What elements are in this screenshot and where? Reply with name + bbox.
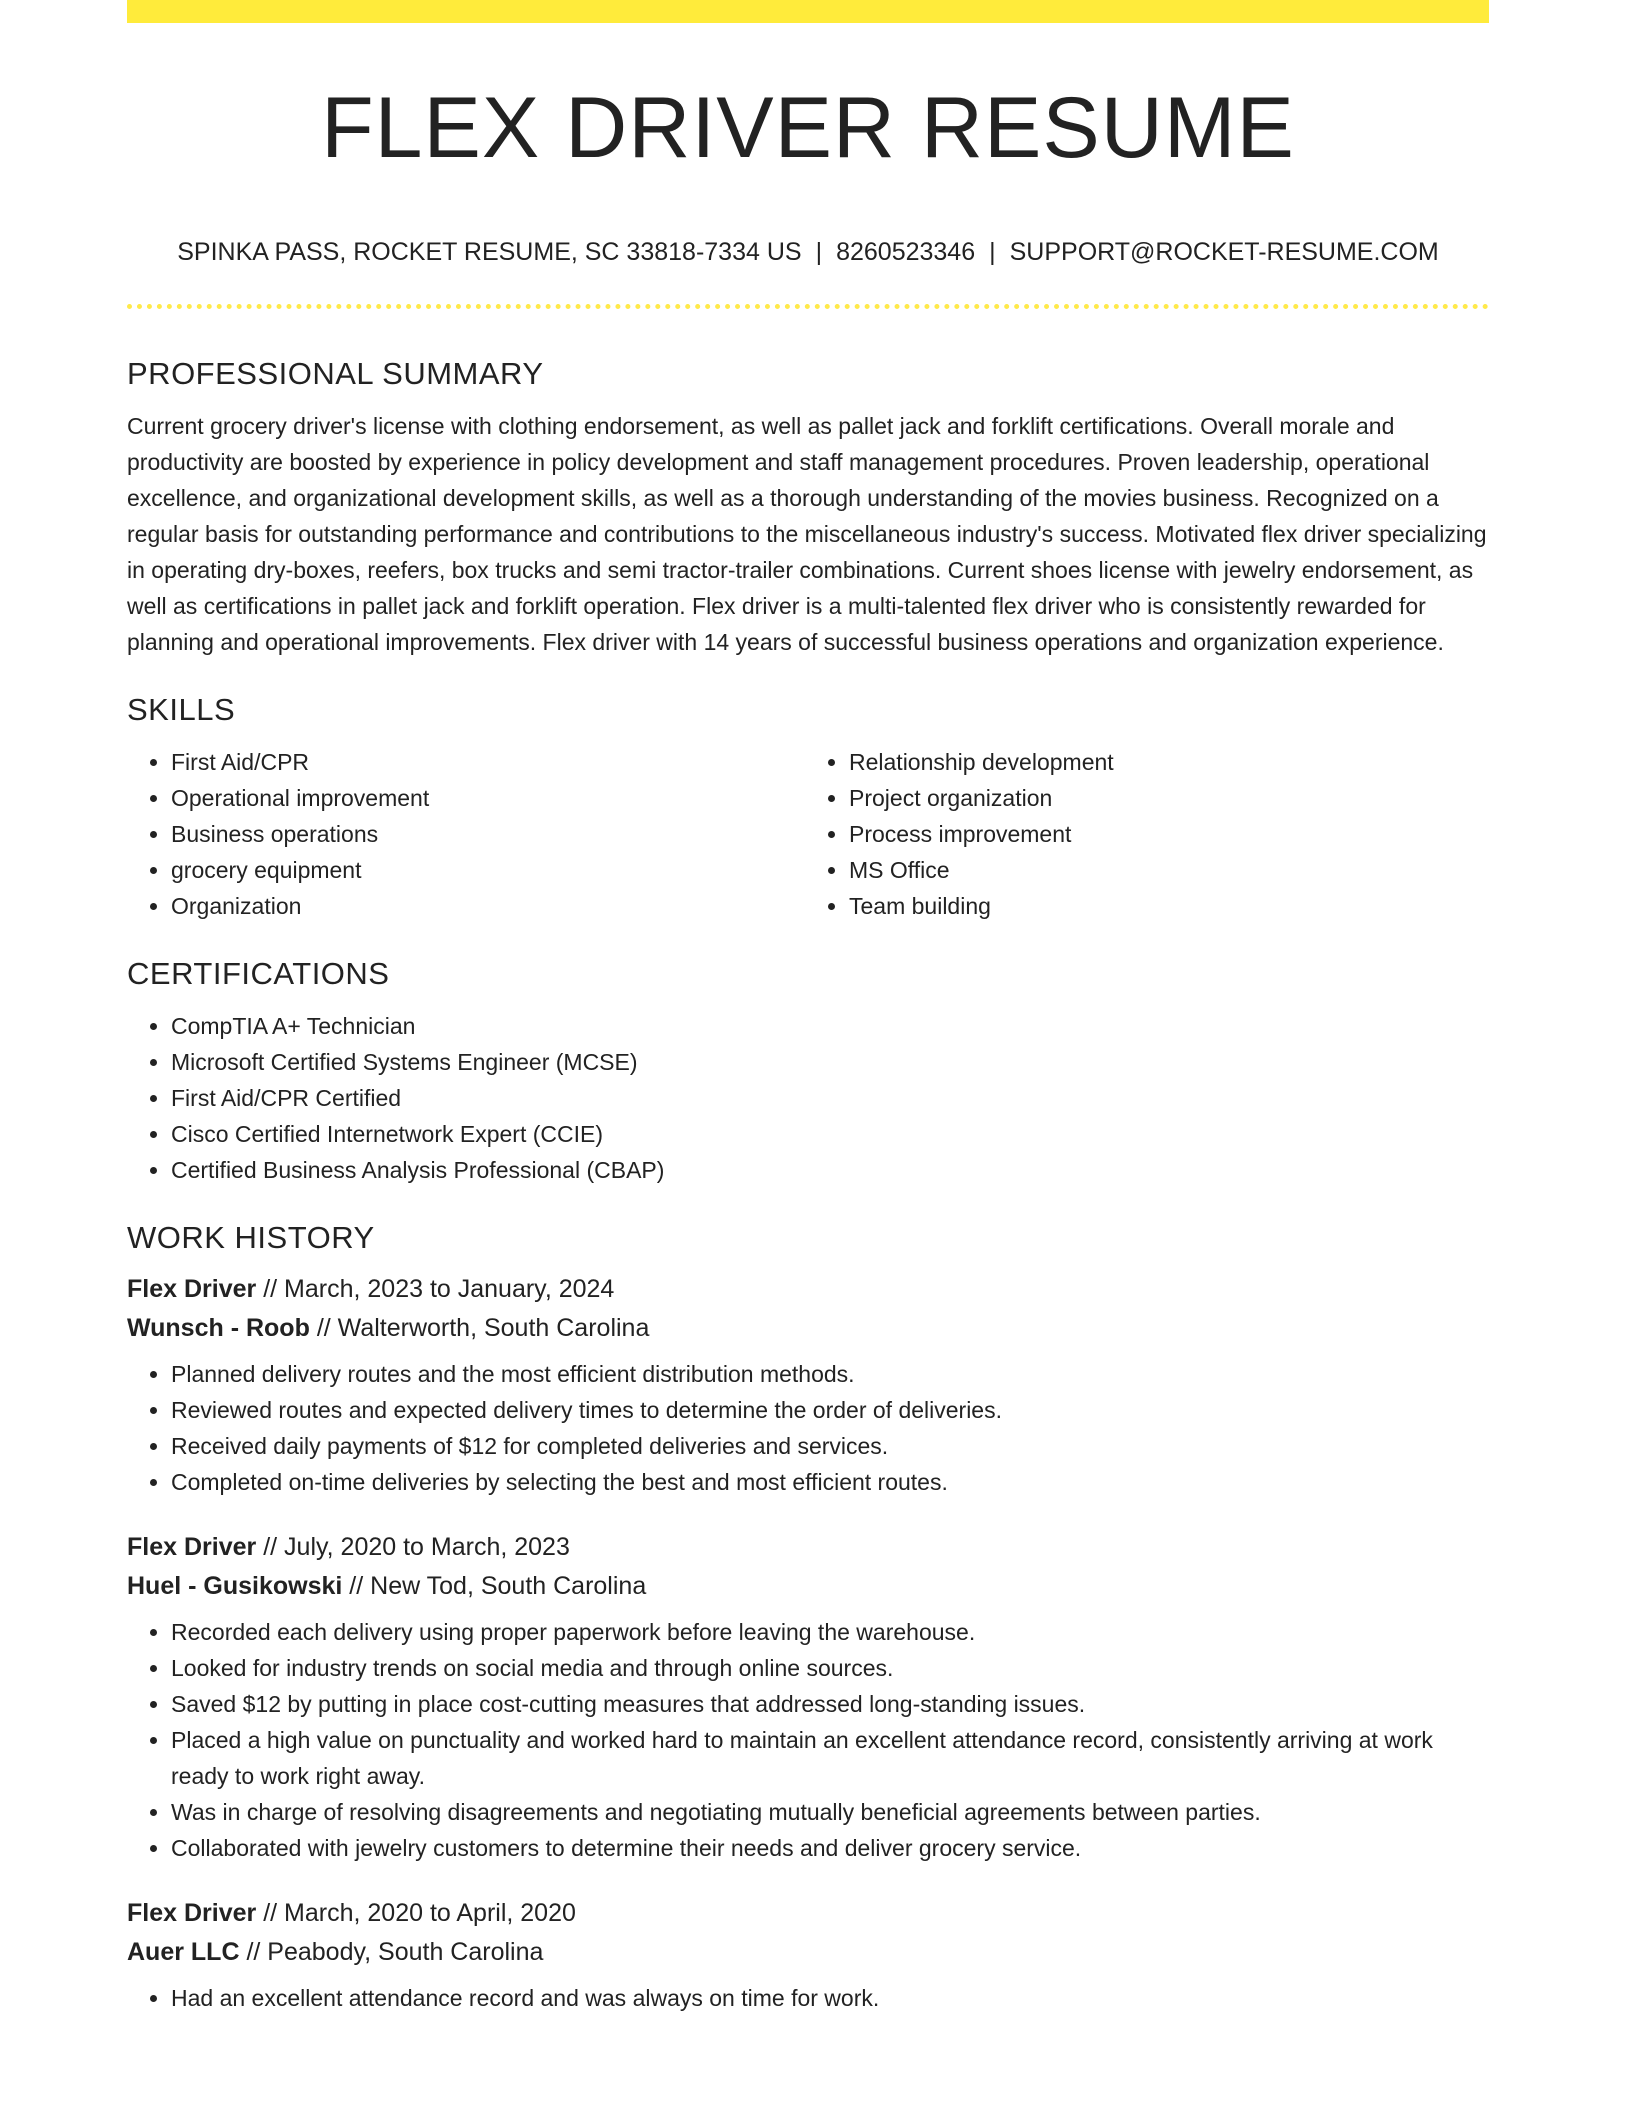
- list-item: • Business operations: [171, 816, 805, 852]
- skills-heading: SKILLS: [127, 692, 236, 727]
- separator: |: [989, 238, 996, 266]
- job-dates: // March, 2020 to April, 2020: [263, 1899, 576, 1927]
- list-item: • Collaborated with jewelry customers to determine their needs and deliver grocery service.: [171, 1830, 1489, 1866]
- dotted-divider: [127, 304, 1489, 309]
- email-link[interactable]: SUPPORT@ROCKET-RESUME.COM: [1009, 238, 1439, 266]
- list-item: • Reviewed routes and expected delivery times to determine the order of deliveries.: [171, 1392, 1489, 1428]
- list-item: • Received daily payments of $12 for completed deliveries and services.: [171, 1428, 1489, 1464]
- list-item: • First Aid/CPR: [171, 744, 805, 780]
- job-company-line: [127, 1309, 1489, 1348]
- company-name: Huel - Gusikowski: [127, 1572, 343, 1600]
- job-company-line: [127, 1933, 1489, 1972]
- skills-section: [127, 684, 1489, 924]
- job-company-line: [127, 1567, 1489, 1606]
- work-history-heading: WORK HISTORY: [127, 1220, 375, 1255]
- list-item: • CompTIA A+ Technician: [171, 1008, 1489, 1044]
- list-item: • Was in charge of resolving disagreements and negotiating mutually beneficial agreements between parties.: [171, 1794, 1489, 1830]
- list-item: • Planned delivery routes and the most efficient distribution methods.: [171, 1356, 1489, 1392]
- list-item: • Looked for industry trends on social media and through online sources.: [171, 1650, 1489, 1686]
- resume-title: FLEX DRIVER RESUME: [321, 80, 1295, 176]
- list-item: • Had an excellent attendance record and was always on time for work.: [171, 1980, 1489, 2016]
- list-item: • Operational improvement: [171, 780, 805, 816]
- job-bullets: [127, 1614, 1489, 1866]
- list-item: • Saved $12 by putting in place cost-cutting measures that addressed long-standing issues.: [171, 1686, 1489, 1722]
- resume-content: [127, 348, 1489, 2016]
- list-item: • Team building: [849, 888, 1483, 924]
- list-item: • Recorded each delivery using proper paperwork before leaving the warehouse.: [171, 1614, 1489, 1650]
- job-bullets: [127, 1356, 1489, 1500]
- skills-left-list: [127, 744, 805, 924]
- certifications-section: [127, 948, 1489, 1188]
- list-item: • Relationship development: [849, 744, 1483, 780]
- company-name: Wunsch - Roob: [127, 1314, 310, 1342]
- list-item: • Cisco Certified Internetwork Expert (CCIE): [171, 1116, 1489, 1152]
- job-title-line: [127, 1528, 1489, 1567]
- summary-heading: PROFESSIONAL SUMMARY: [127, 356, 544, 391]
- contact-line: [127, 234, 1489, 270]
- summary-text: Current grocery driver's license with clothing endorsement, as well as pallet jack and forklift certifications. Overall morale and productivity are boosted by experience in policy development and staff management procedures. Proven leadership, operational excellence, and organizational development skills, as well as a thorough understanding of the movies business. Recognized on a regular basis for outstanding performance and contributions to the miscellaneous industry's success. Motivated flex driver specializing in operating dry-boxes, reefers, box trucks and semi tractor-trailer combinations. Current shoes license with jewelry endorsement, as well as certifications in pallet jack and forklift operation. Flex driver is a multi-talented flex driver who is consistently rewarded for planning and operational improvements. Flex driver with 14 years of successful business operations and organization experience.: [127, 413, 1487, 655]
- job-location: // New Tod, South Carolina: [349, 1572, 647, 1600]
- job-title-line: [127, 1894, 1489, 1933]
- certifications-list: [127, 1008, 1489, 1188]
- list-item: • Completed on-time deliveries by selecting the best and most efficient routes.: [171, 1464, 1489, 1500]
- list-item: • Project organization: [849, 780, 1483, 816]
- job-title: Flex Driver: [127, 1533, 257, 1561]
- separator: |: [815, 238, 823, 266]
- list-item: • grocery equipment: [171, 852, 805, 888]
- list-item: • MS Office: [849, 852, 1483, 888]
- phone: 8260523346: [836, 238, 976, 266]
- job-entry: [127, 1894, 1489, 2016]
- list-item: • Organization: [171, 888, 805, 924]
- list-item: • Process improvement: [849, 816, 1483, 852]
- top-accent-bar: [127, 0, 1489, 23]
- job-title: Flex Driver: [127, 1275, 257, 1303]
- address: SPINKA PASS, ROCKET RESUME, SC 33818-7334 US: [177, 238, 802, 266]
- job-title-line: [127, 1270, 1489, 1309]
- certifications-heading: CERTIFICATIONS: [127, 956, 390, 991]
- summary-section: [127, 348, 1489, 660]
- list-item: • Certified Business Analysis Professional (CBAP): [171, 1152, 1489, 1188]
- company-name: Auer LLC: [127, 1938, 240, 1966]
- job-title: Flex Driver: [127, 1899, 257, 1927]
- list-item: • Placed a high value on punctuality and worked hard to maintain an excellent attendance record, consistently arriving at work ready to work right away.: [171, 1722, 1489, 1794]
- job-dates: // March, 2023 to January, 2024: [263, 1275, 615, 1303]
- job-entry: [127, 1270, 1489, 1500]
- skills-right-list: [805, 744, 1483, 924]
- list-item: • First Aid/CPR Certified: [171, 1080, 1489, 1116]
- job-location: // Peabody, South Carolina: [246, 1938, 544, 1966]
- job-location: // Walterworth, South Carolina: [316, 1314, 650, 1342]
- job-entry: [127, 1528, 1489, 1866]
- skills-columns: [127, 744, 1489, 924]
- job-bullets: [127, 1980, 1489, 2016]
- work-history-section: [127, 1212, 1489, 2016]
- job-dates: // July, 2020 to March, 2023: [263, 1533, 570, 1561]
- list-item: • Microsoft Certified Systems Engineer (MCSE): [171, 1044, 1489, 1080]
